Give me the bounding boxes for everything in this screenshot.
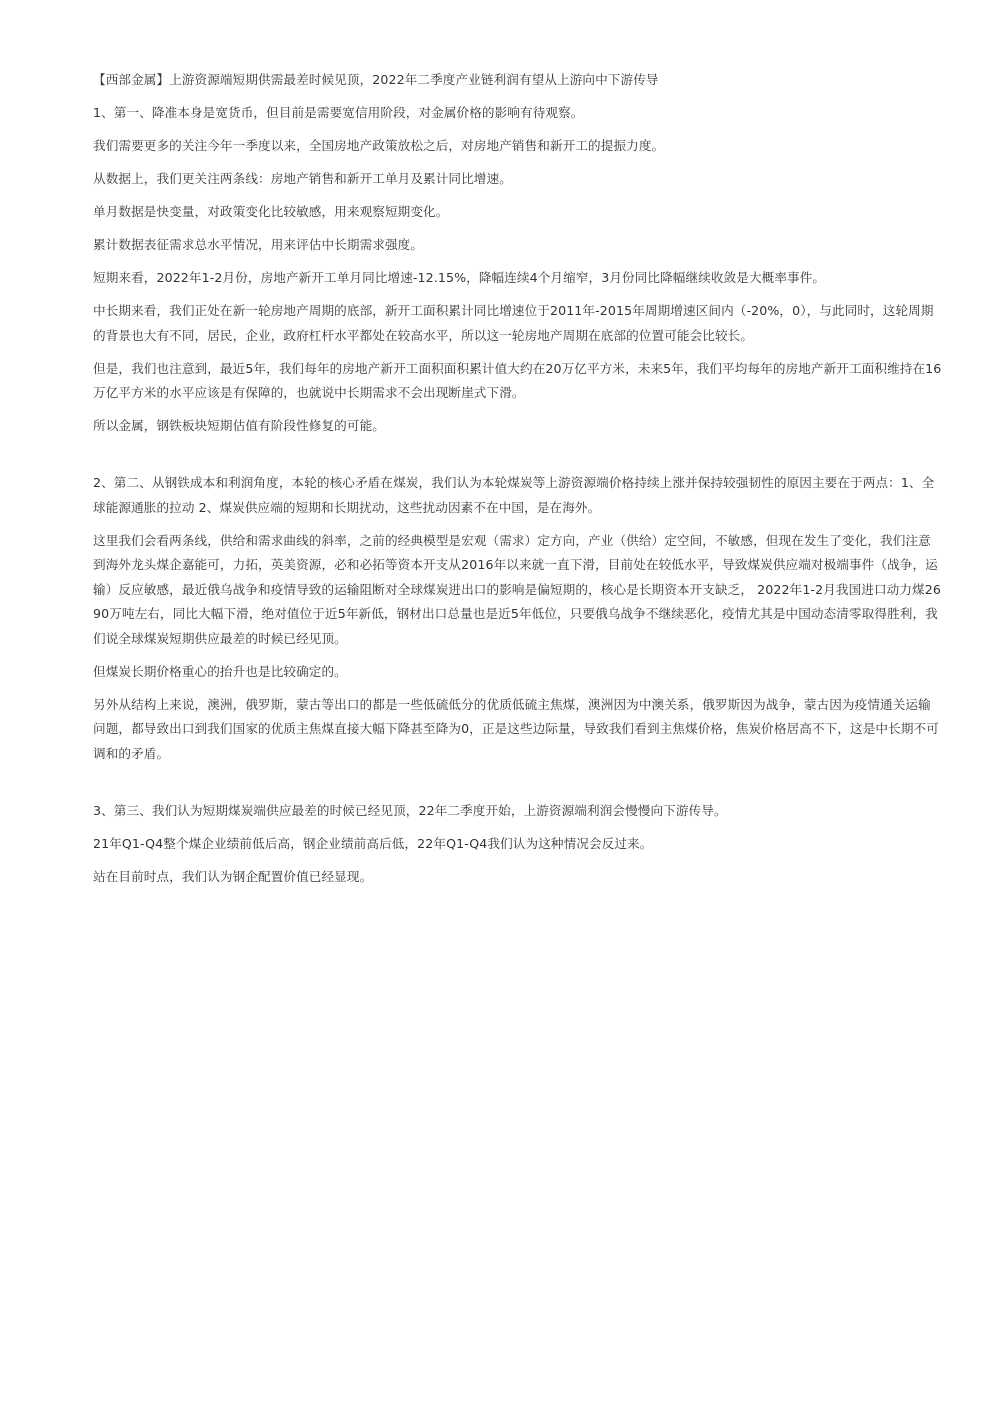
paragraph: 累计数据表征需求总水平情况，用来评估中长期需求强度。: [93, 237, 424, 252]
section-spacer: [93, 775, 943, 799]
paragraph: 但煤炭长期价格重心的抬升也是比较确定的。: [93, 663, 347, 679]
paragraph: 中长期来看，我们正处在新一轮房地产周期的底部，新开工面积累计同比增速位于2011年-2015年周期增速区间内（-20%，0），与此同时，这轮周期的背景也大有不同，居民，企业，政府杠杆水平都处在较高水平，所以这一轮房地产周期在底部的位置可能会比较长。: [93, 303, 934, 343]
paragraph: 从数据上，我们更关注两条线：房地产销售和新开工单月及累计同比增速。: [93, 171, 512, 186]
paragraph: 21年Q1-Q4整个煤企业绩前低后高，钢企业绩前高后低，22年Q1-Q4我们认为这种情况会反过来。: [93, 835, 653, 851]
section2-heading: 2、第二、从钢铁成本和利润角度，本轮的核心矛盾在煤炭，我们认为本轮煤炭等上游资源端价格持续上涨并保持较强韧性的原因主要在于两点：1、全球能源通胀的拉动 2、煤炭供应端的短期和长期扰动，这些扰动因素不在中国，是在海外。: [93, 475, 935, 515]
paragraph: 站在目前时点，我们认为钢企配置价值已经显现。: [93, 868, 373, 884]
paragraph: 这里我们会看两条线，供给和需求曲线的斜率，之前的经典模型是宏观（需求）定方向，产业（供给）定空间，不敏感，但现在发生了变化，我们注意到海外龙头煤企嘉能可，力拓，英美资源，必和必拓等资本开支从2016年以来就一直下滑，目前处在较低水平，导致煤炭供应端对极端事件（战争，运输）反应敏感，最近俄乌战争和疫情导致的运输阻断对全球煤炭进出口的影响是偏短期的，核心是长期资本开支缺乏， 2022年1-2月我国进口动力煤2690万吨左右，同比大幅下滑，绝对值位于近5年新低，钢材出口总量也是近5年低位，只要俄乌战争不继续恶化，疫情尤其是中国动态清零取得胜利，我们说全球煤炭短期供应最差的时候已经见顶。: [93, 532, 941, 646]
paragraph: 短期来看，2022年1-2月份，房地产新开工单月同比增速-12.15%，降幅连续4个月缩窄，3月份同比降幅继续收敛是大概率事件。: [93, 270, 826, 285]
paragraph: 我们需要更多的关注今年一季度以来，全国房地产政策放松之后，对房地产销售和新开工的提振力度。: [93, 138, 665, 153]
paragraph: 但是，我们也注意到，最近5年，我们每年的房地产新开工面积面积累计值大约在20万亿平方米，未来5年，我们平均每年的房地产新开工面积维持在16万亿平方米的水平应该是有保障的，也就说中长期需求不会出现断崖式下滑。: [93, 360, 942, 400]
document-body: [93, 68, 943, 898]
section-spacer: [93, 447, 943, 471]
paragraph: 所以金属，钢铁板块短期估值有阶段性修复的可能。: [93, 418, 385, 433]
section3-heading: 3、第三、我们认为短期煤炭端供应最差的时候已经见顶，22年二季度开始，上游资源端利润会慢慢向下游传导。: [93, 802, 727, 818]
paragraph: 单月数据是快变量，对政策变化比较敏感，用来观察短期变化。: [93, 204, 449, 219]
document-title: 【西部金属】上游资源端短期供需最差时候见顶，2022年二季度产业链利润有望从上游向中下游传导: [93, 72, 659, 87]
section1-heading: 1、第一、降准本身是宽货币，但目前是需要宽信用阶段，对金属价格的影响有待观察。: [93, 105, 584, 120]
paragraph: 另外从结构上来说，澳洲，俄罗斯，蒙古等出口的都是一些低硫低分的优质低硫主焦煤，澳洲因为中澳关系，俄罗斯因为战争，蒙古因为疫情通关运输问题，都导致出口到我们国家的优质主焦煤直接大幅下降甚至降为0，正是这些边际量，导致我们看到主焦煤价格，焦炭价格居高不下，这是中长期不可调和的矛盾。: [93, 696, 939, 761]
